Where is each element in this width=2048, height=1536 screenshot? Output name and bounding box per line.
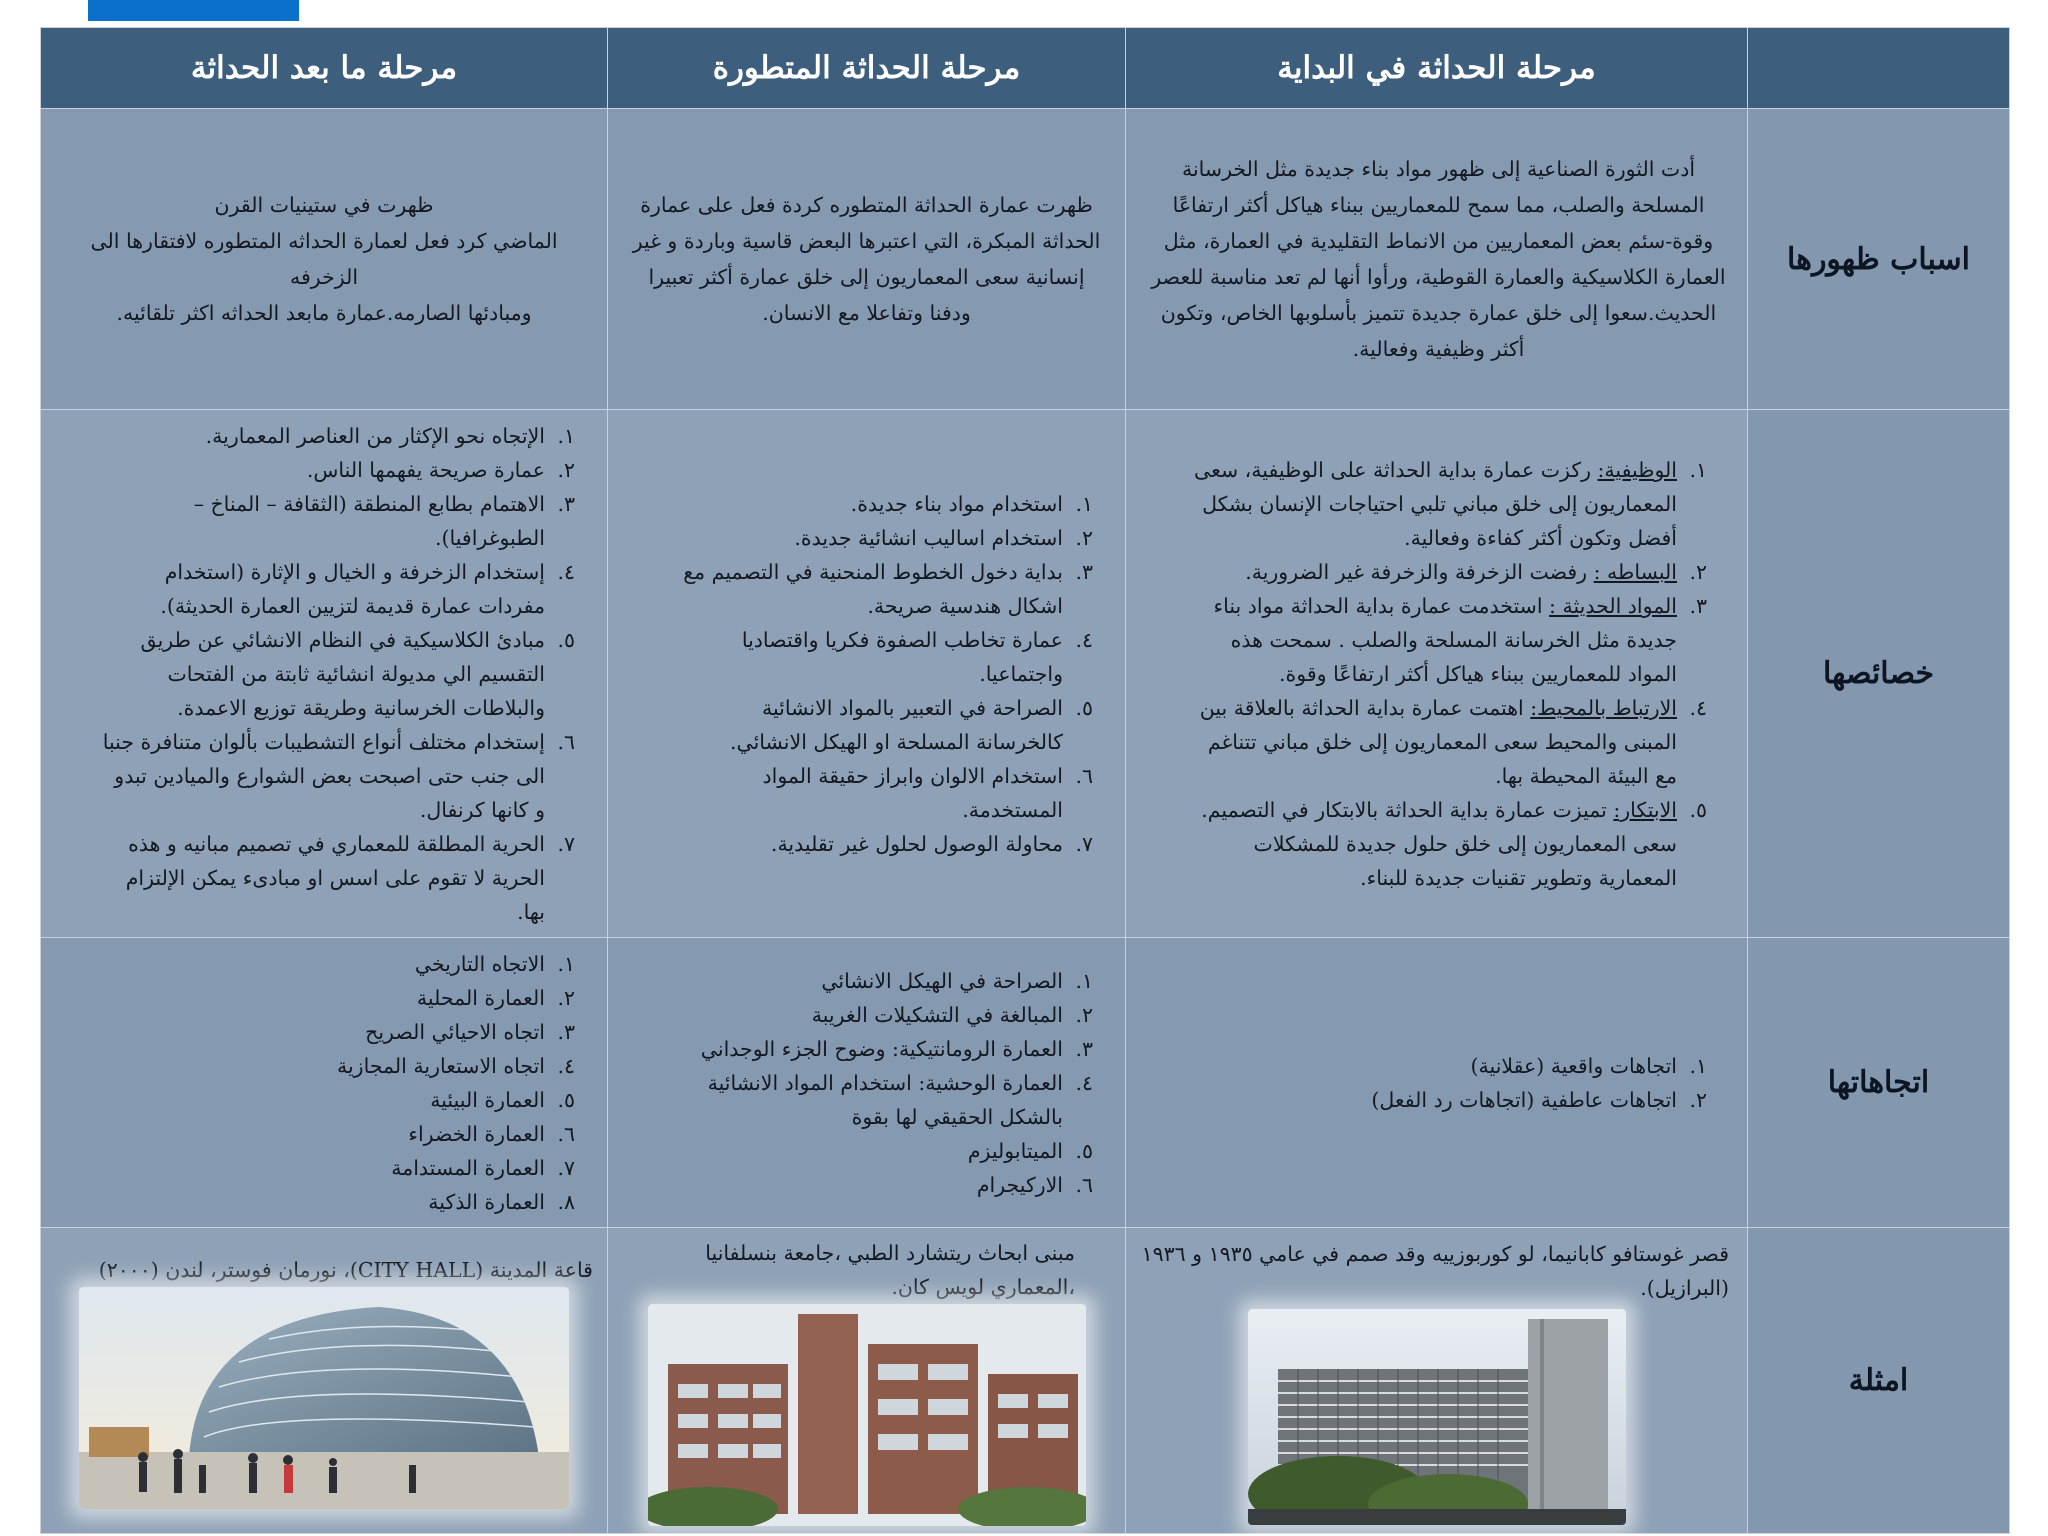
reasons-developed [608, 109, 1126, 410]
list-item: 5. الميتابوليزم [688, 1134, 1069, 1168]
header-developed-modernism: مرحلة الحداثة المتطورة [608, 28, 1126, 109]
properties-early [1126, 410, 1748, 938]
trends-developed [608, 938, 1126, 1228]
list-item: 3. بداية دخول الخطوط المنحنية في التصميم مع اشكال هندسية صريحة. [674, 555, 1069, 623]
list-item: 4. إستخدام الزخرفة و الخيال و الإثارة (استخدام مفردات عمارة قديمة لتزيين العمارة الحديثة). [99, 555, 551, 623]
list-item: 4. اتجاه الاستعارية المجازية [99, 1049, 551, 1083]
example-early-caption: قصر غوستافو كابانيما، لو كوربوزييه وقد صمم في عامي ١٩٣٥ و ١٩٣٦ (البرازيل). [1141, 1241, 1729, 1300]
list-item: 6. الاركيجرام [688, 1168, 1069, 1202]
city-hall-london-image [79, 1287, 569, 1509]
example-developed [608, 1228, 1126, 1534]
list-item: 1. الإتجاه نحو الإكثار من العناصر المعمارية. [99, 419, 551, 453]
trends-developed-list [608, 964, 1125, 1202]
list-item: 1. اتجاهات واقعية (عقلانية) [1146, 1049, 1683, 1083]
list-item: 3. الاهتمام بطابع المنطقة (الثقافة – المناخ – الطبوغرافيا). [99, 487, 551, 555]
row-label-reasons: اسباب ظهورها [1748, 109, 2010, 410]
list-item: 7. محاولة الوصول لحلول غير تقليدية. [674, 827, 1069, 861]
list-item: 6. إستخدام مختلف أنواع التشطيبات بألوان متنافرة جنبا الى جنب حتى اصبحت بعض الشوارع والميادين تبدو و كانها كرنفال. [99, 725, 551, 827]
list-item: 5. العمارة البيئية [99, 1083, 551, 1117]
list-item: 2. البساطه : رفضت الزخرفة والزخرفة غير الضرورية. [1192, 555, 1683, 589]
properties-early-list [1126, 453, 1747, 895]
list-item: 2. عمارة صريحة يفهمها الناس. [99, 453, 551, 487]
trends-early [1126, 938, 1748, 1228]
reasons-post-line-2: الماضي كرد فعل لعمارة الحداثه المتطوره لافتقارها الى الزخرفه [90, 229, 558, 289]
richards-medical-building-image [648, 1304, 1086, 1526]
reasons-post-text [41, 187, 607, 331]
example-developed-caption: مبنى ابحاث ريتشارد الطبي ،جامعة بنسلفانيا ،المعماري لويس كان. [705, 1240, 1075, 1299]
list-item: 1. الاتجاه التاريخي [99, 947, 551, 981]
reasons-post [41, 109, 608, 410]
trends-early-list [1126, 1049, 1747, 1117]
list-item: 2. اتجاهات عاطفية (اتجاهات رد الفعل) [1146, 1083, 1683, 1117]
example-early [1126, 1228, 1748, 1534]
header-postmodernism: مرحلة ما بعد الحداثة [41, 28, 608, 109]
reasons-post-line-3: ومبادئها الصارمه.عمارة مابعد الحداثه اكثر تلقائيه. [116, 301, 532, 325]
top-accent-bar [88, 0, 299, 21]
list-item: 1. الوظيفية: ركزت عمارة بداية الحداثة على الوظيفية، سعى المعماريون إلى خلق مباني تلبي احتياجات الإنسان بشكل أفضل وتكون أكثر كفاءة وفعالية. [1192, 453, 1683, 555]
list-item: 2. المبالغة في التشكيلات الغريبة [688, 998, 1069, 1032]
list-item: 2. العمارة المحلية [99, 981, 551, 1015]
row-label-properties: خصائصها [1748, 410, 2010, 938]
properties-post [41, 410, 608, 938]
trends-post [41, 938, 608, 1228]
list-item: 1. الصراحة في الهيكل الانشائي [688, 964, 1069, 998]
row-trends [41, 938, 2010, 1228]
list-item: 5. الصراحة في التعبير بالمواد الانشائية كالخرسانة المسلحة او الهيكل الانشائي. [674, 691, 1069, 759]
list-item: 6. استخدام الالوان وابراز حقيقة المواد المستخدمة. [674, 759, 1069, 827]
example-post-caption: قاعة المدينة (CITY HALL)، نورمان فوستر، لندن (٢٠٠٠) [98, 1257, 593, 1282]
reasons-post-line-1: ظهرت في ستينيات القرن [214, 193, 434, 217]
reasons-early-text: أدت الثورة الصناعية إلى ظهور مواد بناء جديدة مثل الخرسانة المسلحة والصلب، مما سمح للمعماريين ببناء هياكل أكثر ارتفاعًا وقوة-سئم بعض المعماريين من الانماط التقليدية في العمارة، مثل العمارة الكلاسيكية والعمارة القوطية، ورأوا أنها لم تعد مناسبة للعصر الحديث.سعوا إلى خلق عمارة جديدة تتميز بأسلوبها الخاص، وتكون أكثر وظيفية وفعالية. [1151, 157, 1726, 361]
list-item: 4. العمارة الوحشية: استخدام المواد الانشائية بالشكل الحقيقي لها بقوة [688, 1066, 1069, 1134]
properties-developed-list [608, 487, 1125, 861]
header-corner [1748, 28, 2010, 109]
row-examples [41, 1228, 2010, 1534]
header-row [41, 28, 2010, 109]
example-post [41, 1228, 608, 1534]
capanema-palace-image [1248, 1309, 1626, 1525]
list-item: 5. مبادئ الكلاسيكية في النظام الانشائي عن طريق التقسيم الي مديولة انشائية ثابتة من الفتحات والبلاطات الخرسانية وطريقة توزيع الاعمدة. [99, 623, 551, 725]
row-properties [41, 410, 2010, 938]
list-item: 7. العمارة المستدامة [99, 1151, 551, 1185]
trends-post-list [41, 947, 607, 1219]
list-item: 7. الحرية المطلقة للمعماري في تصميم مبانيه و هذه الحرية لا تقوم على اسس او مبادىء يمكن الإلتزام بها. [99, 827, 551, 929]
row-label-trends: اتجاهاتها [1748, 938, 2010, 1228]
modernism-comparison-table [40, 27, 2010, 1534]
list-item: 8. العمارة الذكية [99, 1185, 551, 1219]
reasons-early [1126, 109, 1748, 410]
list-item: 5. الابتكار: تميزت عمارة بداية الحداثة بالابتكار في التصميم. سعى المعماريون إلى خلق حلول جديدة للمشكلات المعمارية وتطوير تقنيات جديدة للبناء. [1192, 793, 1683, 895]
list-item: 6. العمارة الخضراء [99, 1117, 551, 1151]
properties-developed [608, 410, 1126, 938]
row-label-examples: امثلة [1748, 1228, 2010, 1534]
list-item: 2. استخدام اساليب انشائية جديدة. [674, 521, 1069, 555]
list-item: 4. عمارة تخاطب الصفوة فكريا واقتصاديا واجتماعيا. [674, 623, 1069, 691]
list-item: 4. الارتباط بالمحيط: اهتمت عمارة بداية الحداثة بالعلاقة بين المبنى والمحيط سعى المعماريون إلى خلق مباني تتناغم مع البيئة المحيطة بها. [1192, 691, 1683, 793]
reasons-developed-text: ظهرت عمارة الحداثة المتطوره كردة فعل على عمارة الحداثة المبكرة، التي اعتبرها البعض قاسية وباردة و غير إنسانية سعى المعماريون إلى خلق عمارة أكثر تعبيرا ودفنا وتفاعلا مع الانسان. [632, 193, 1101, 325]
list-item: 3. اتجاه الاحيائي الصريح [99, 1015, 551, 1049]
list-item: 1. استخدام مواد بناء جديدة. [674, 487, 1069, 521]
header-early-modernism: مرحلة الحداثة في البداية [1126, 28, 1748, 109]
list-item: 3. العمارة الرومانتيكية: وضوح الجزء الوجداني [688, 1032, 1069, 1066]
properties-post-list [41, 419, 607, 929]
list-item: 3. المواد الحديثة : استخدمت عمارة بداية الحداثة مواد بناء جديدة مثل الخرسانة المسلحة والصلب . سمحت هذه المواد للمعماريين ببناء هياكل أكثر ارتفاعًا وقوة. [1192, 589, 1683, 691]
row-reasons [41, 109, 2010, 410]
